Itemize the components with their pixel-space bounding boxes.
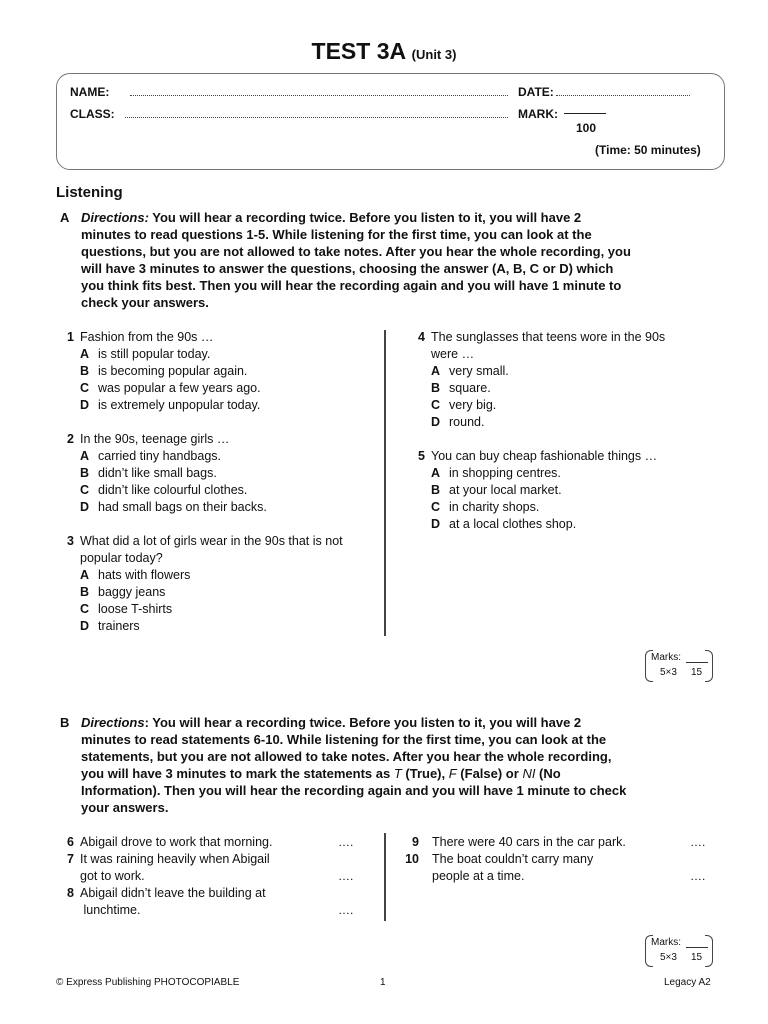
option-text: round. — [449, 415, 485, 429]
option-letter: A — [80, 449, 90, 463]
question-stem: popular today? — [80, 551, 163, 565]
statement-text: got to work. — [80, 869, 145, 883]
footer-page: 1 — [380, 977, 386, 988]
answer-option[interactable] — [431, 363, 509, 380]
answer-option[interactable] — [80, 601, 172, 618]
answer-option[interactable] — [80, 465, 217, 482]
question-stem: were … — [431, 347, 475, 361]
statement-number: 10 — [405, 852, 419, 866]
answer-option[interactable] — [80, 346, 210, 363]
answer-blank[interactable]: …. — [690, 835, 706, 849]
question-stem: You can buy cheap fashionable things … — [431, 449, 658, 463]
title-text: TEST 3A — [311, 38, 406, 64]
option-letter: C — [80, 483, 90, 497]
option-letter: B — [80, 466, 90, 480]
option-letter: B — [431, 381, 441, 395]
question-number: 4 — [418, 330, 425, 344]
question-number: 2 — [67, 432, 74, 446]
part-a-letter: A — [60, 210, 70, 225]
answer-blank[interactable]: …. — [690, 869, 706, 883]
test-title — [0, 38, 768, 65]
answer-blank[interactable]: …. — [338, 869, 354, 883]
option-letter: A — [80, 347, 90, 361]
answer-blank[interactable]: …. — [338, 835, 354, 849]
footer-copyright: © Express Publishing PHOTOCOPIABLE — [56, 977, 240, 988]
option-text: is still popular today. — [98, 347, 211, 361]
footer-series: Legacy A2 — [664, 977, 711, 988]
question-stem: In the 90s, teenage girls … — [80, 432, 230, 446]
marks-total: 15 — [691, 667, 703, 678]
marks-calc: 5×3 — [660, 952, 677, 963]
option-text: was popular a few years ago. — [98, 381, 261, 395]
option-letter: B — [80, 364, 90, 378]
statement-text: people at a time. — [432, 869, 525, 883]
part-b-marks — [645, 935, 713, 967]
marks-bracket-right — [705, 650, 713, 682]
option-text: in shopping centres. — [449, 466, 561, 480]
mark-label: MARK: — [518, 107, 558, 121]
answer-option[interactable] — [80, 482, 247, 499]
marks-calc: 5×3 — [660, 667, 677, 678]
question-number: 1 — [67, 330, 74, 344]
option-letter: D — [431, 517, 441, 531]
answer-option[interactable] — [80, 499, 267, 516]
question — [411, 329, 731, 431]
statement-number: 9 — [412, 835, 419, 849]
option-letter: C — [80, 602, 90, 616]
option-text: is becoming popular again. — [98, 364, 248, 378]
answer-option[interactable] — [431, 499, 539, 516]
statement-text: The boat couldn’t carry many — [432, 852, 594, 866]
option-letter: A — [431, 466, 441, 480]
answer-option[interactable] — [80, 618, 140, 635]
option-text: baggy jeans — [98, 585, 166, 599]
option-text: at your local market. — [449, 483, 562, 497]
marks-blank[interactable] — [686, 947, 708, 948]
option-letter: B — [431, 483, 441, 497]
date-field[interactable] — [556, 85, 690, 96]
option-text: carried tiny handbags. — [98, 449, 221, 463]
answer-option[interactable] — [80, 584, 165, 601]
option-letter: C — [431, 500, 441, 514]
option-letter: D — [80, 500, 90, 514]
option-letter: A — [80, 568, 90, 582]
option-letter: D — [80, 619, 90, 633]
answer-option[interactable] — [431, 397, 496, 414]
marks-label: Marks: — [651, 652, 681, 663]
answer-option[interactable] — [431, 516, 576, 533]
part-a-marks — [645, 650, 713, 682]
answer-option[interactable] — [80, 448, 221, 465]
unit-label: (Unit 3) — [411, 47, 457, 62]
part-a-directions: Directions: You will hear a recording twice. Before you listen to it, you will have 2 minutes to read questions 1-5. While listening for the first time, you can look at the questions, but you are not allowed to take notes. After you hear the whole recording, you will have 3 minutes to answer the questions, choosing the answer (A, B, C or D) which you think fits best. Then you will hear the recording again and you will have 1 minute to check your answers. — [81, 210, 631, 310]
option-text: loose T-shirts — [98, 602, 173, 616]
statement — [60, 885, 390, 919]
time-label: (Time: 50 minutes) — [595, 143, 701, 157]
option-text: square. — [449, 381, 491, 395]
statement — [405, 851, 735, 885]
question — [60, 329, 380, 414]
mark-field[interactable] — [564, 113, 606, 114]
directions-label: Directions: — [81, 210, 149, 225]
question — [411, 448, 731, 533]
statement-text: Abigail didn’t leave the building at — [80, 886, 266, 900]
name-field[interactable] — [130, 85, 508, 96]
class-label: CLASS: — [70, 107, 115, 121]
option-letter: C — [80, 381, 90, 395]
statement-number: 8 — [67, 886, 74, 900]
answer-option[interactable] — [80, 397, 260, 414]
marks-blank[interactable] — [686, 662, 708, 663]
answer-blank[interactable]: …. — [338, 903, 354, 917]
option-text: hats with flowers — [98, 568, 191, 582]
option-text: didn’t like small bags. — [98, 466, 217, 480]
statement-number: 6 — [67, 835, 74, 849]
column-divider-b — [384, 833, 386, 921]
option-letter: D — [80, 398, 90, 412]
class-field[interactable] — [125, 107, 508, 118]
mark-total: 100 — [576, 121, 597, 135]
question — [60, 533, 380, 635]
statement — [60, 834, 390, 851]
option-text: had small bags on their backs. — [98, 500, 267, 514]
question-stem: The sunglasses that teens wore in the 90s — [431, 330, 666, 344]
listening-heading: Listening — [56, 184, 123, 201]
question-number: 5 — [418, 449, 425, 463]
question-stem: Fashion from the 90s … — [80, 330, 214, 344]
marks-bracket-right — [705, 935, 713, 967]
name-label: NAME: — [70, 85, 110, 99]
statement-text: It was raining heavily when Abigail — [80, 852, 270, 866]
option-text: in charity shops. — [449, 500, 540, 514]
part-b-letter: B — [60, 715, 70, 730]
column-divider — [384, 330, 386, 636]
option-letter: C — [431, 398, 441, 412]
option-text: is extremely unpopular today. — [98, 398, 261, 412]
answer-option[interactable] — [80, 380, 261, 397]
answer-option[interactable] — [80, 567, 190, 584]
answer-option[interactable] — [80, 363, 247, 380]
option-text: very big. — [449, 398, 497, 412]
statement-text: There were 40 cars in the car park. — [432, 835, 626, 849]
marks-label: Marks: — [651, 937, 681, 948]
question — [60, 431, 380, 516]
question-stem: What did a lot of girls wear in the 90s that is not — [80, 534, 343, 548]
option-letter: A — [431, 364, 441, 378]
option-text: at a local clothes shop. — [449, 517, 577, 531]
answer-option[interactable] — [431, 380, 491, 397]
option-text: didn’t like colourful clothes. — [98, 483, 248, 497]
part-b-directions: Directions: You will hear a recording twice. Before you listen to it, you will have 2 minutes to read statements 6-10. While listening for the first time, you can look at the statements, but you are not allowed to take notes. After you hear the whole recording, you will have 3 minutes to mark the statements as T (True), F (False) or NI (No Information). Then you will hear the recording again and you will have 1 minute to check your answers. — [81, 715, 627, 815]
answer-option[interactable] — [431, 482, 562, 499]
question-number: 3 — [67, 534, 74, 548]
marks-total: 15 — [691, 952, 703, 963]
answer-option[interactable] — [431, 465, 561, 482]
statement-text: Abigail drove to work that morning. — [80, 835, 273, 849]
statement-number: 7 — [67, 852, 74, 866]
option-letter: D — [431, 415, 441, 429]
statement — [405, 834, 735, 851]
answer-option[interactable] — [431, 414, 484, 431]
option-text: trainers — [98, 619, 140, 633]
date-label: DATE: — [518, 85, 554, 99]
directions-label: Directions — [81, 715, 145, 730]
statement — [60, 851, 390, 885]
statement-text: lunchtime. — [80, 903, 141, 917]
option-letter: B — [80, 585, 90, 599]
option-text: very small. — [449, 364, 509, 378]
